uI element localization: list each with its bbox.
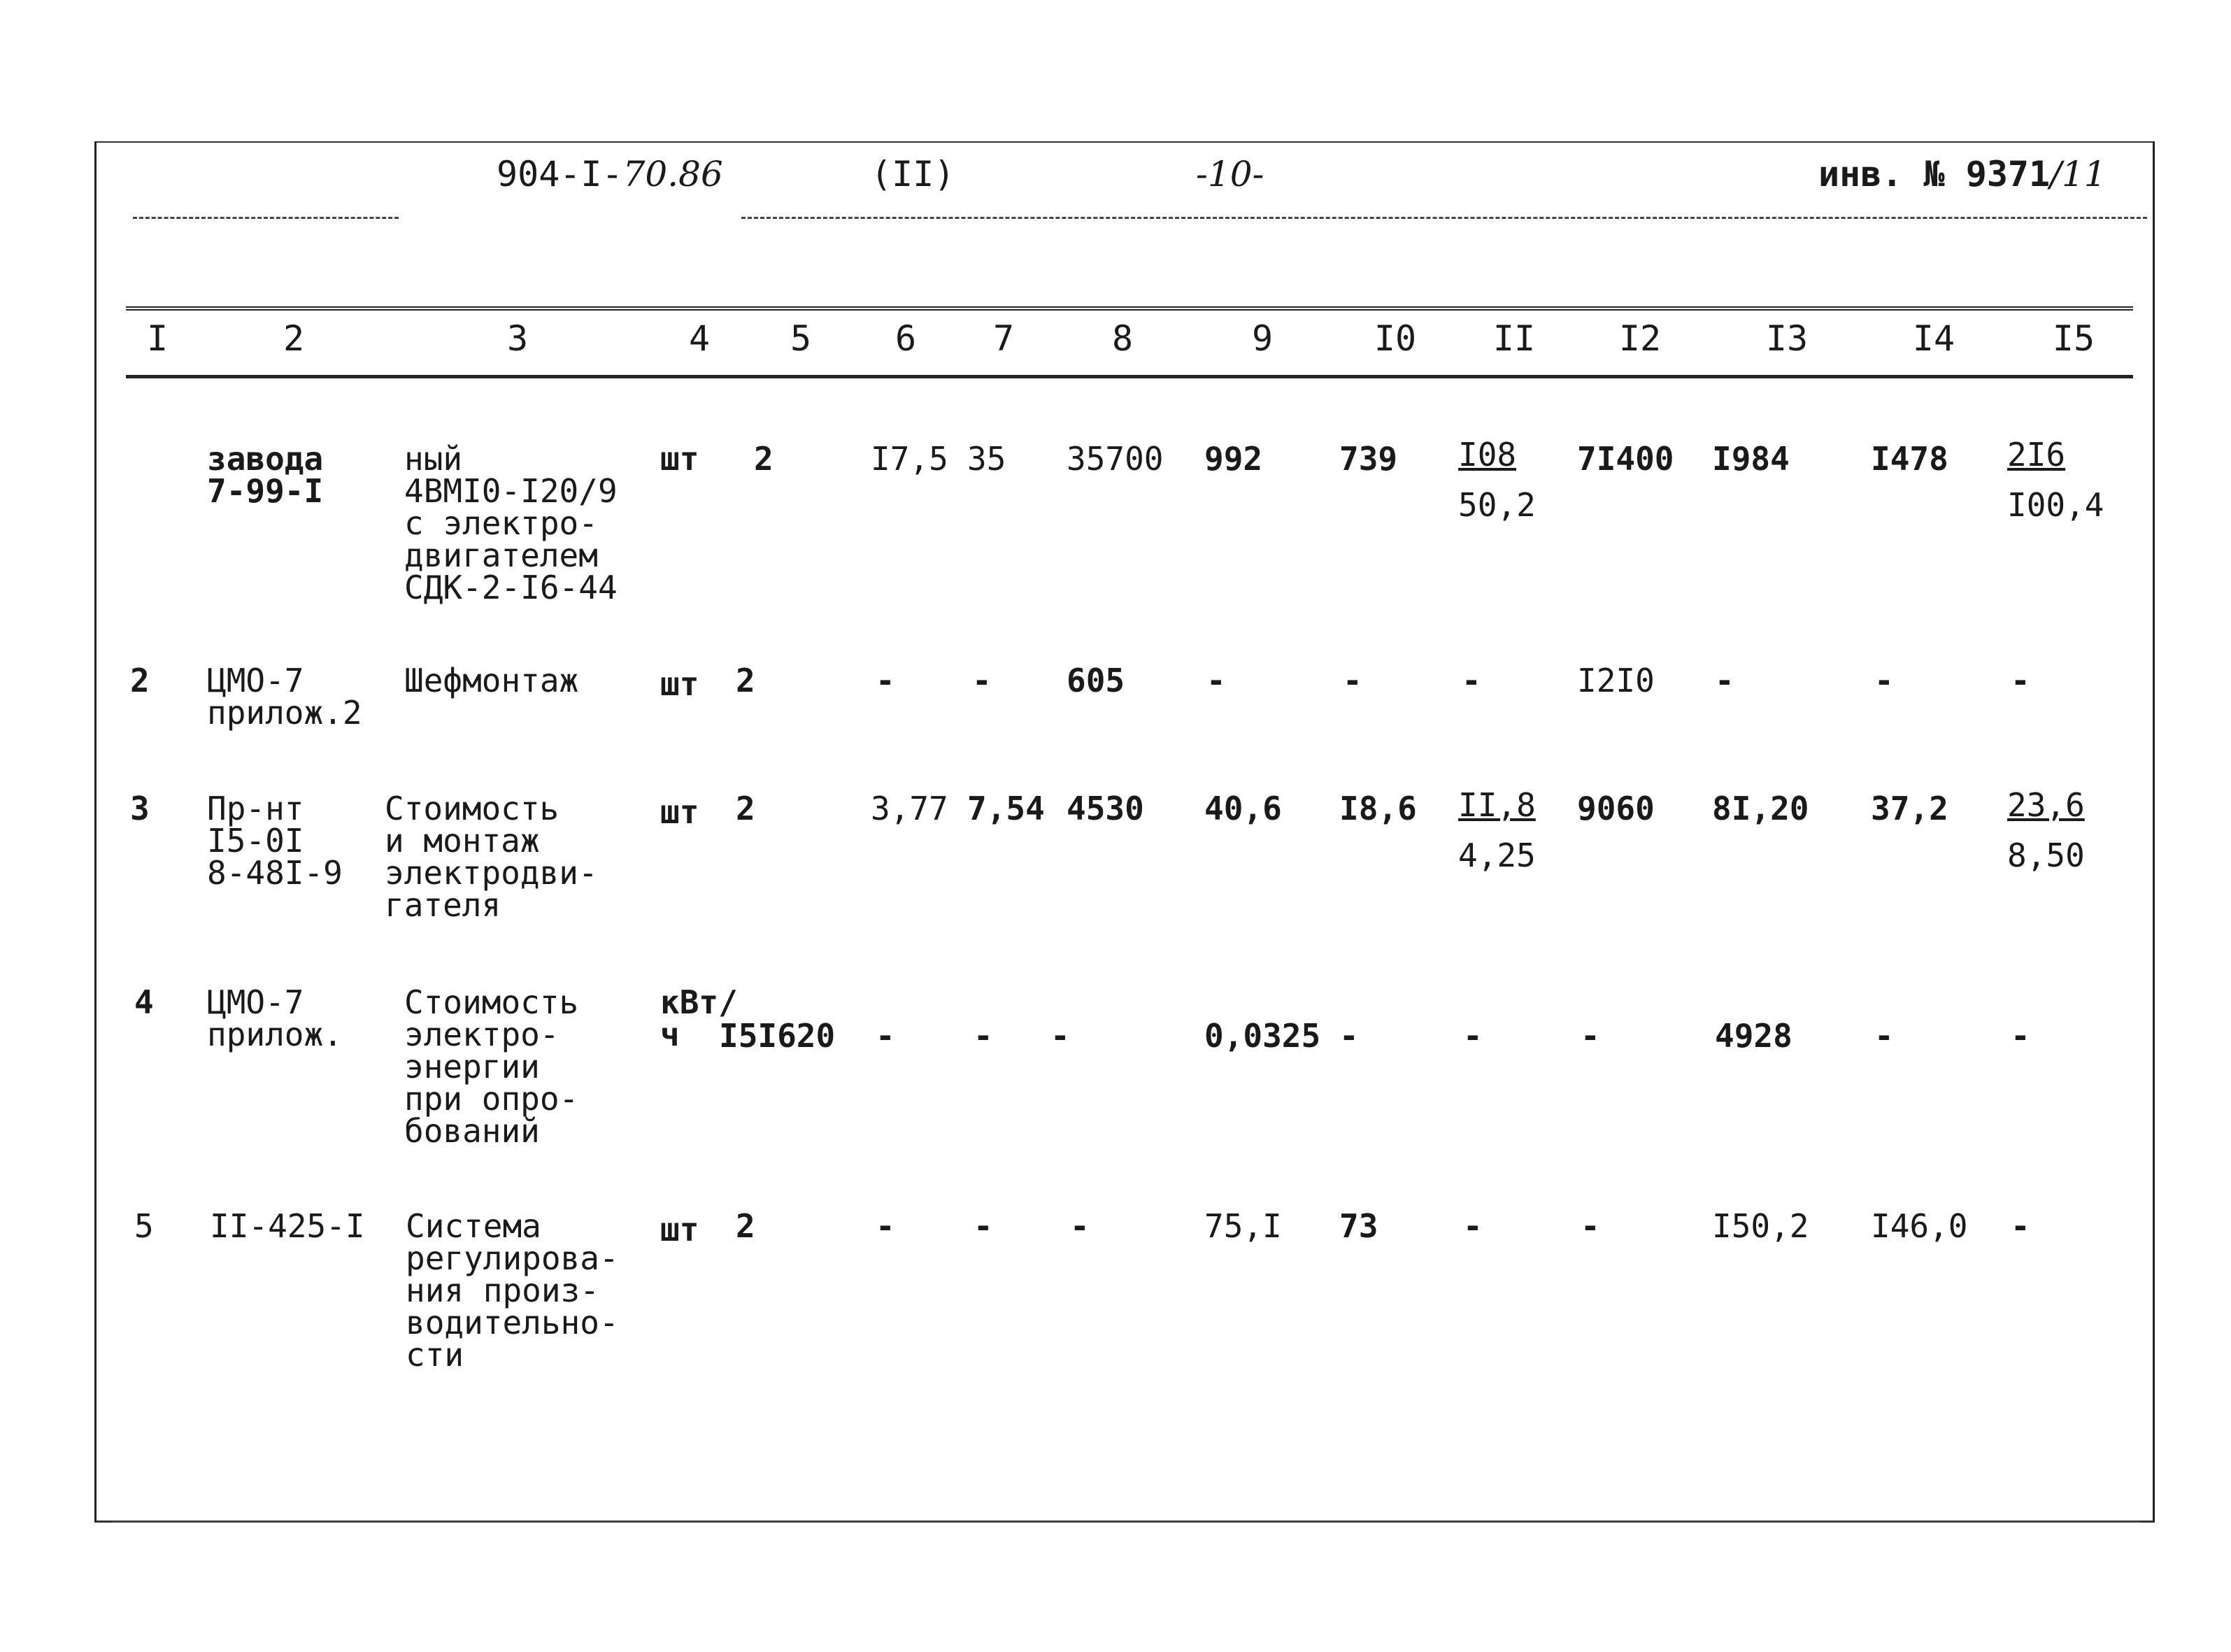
cell-col13: I984 (1712, 440, 1790, 478)
cell-col12: 9060 (1577, 790, 1655, 827)
fraction-numerator: 23,6 (2007, 786, 2085, 824)
cell-name: Система регулирова- ния произ- водительно- сти (406, 1207, 619, 1374)
cell-col6: - (876, 662, 895, 699)
cell-qty: I5I620 (719, 1017, 836, 1055)
cell-col9: 40,6 (1204, 790, 1282, 827)
document-code (497, 154, 723, 194)
cell-unit: шт (660, 665, 699, 703)
cell-col10: - (1343, 662, 1362, 699)
cell-col7: - (974, 1207, 993, 1245)
cell-col7: - (974, 1017, 993, 1055)
cell-number: 5 (134, 1207, 154, 1245)
column-number: 8 (1111, 318, 1134, 359)
cell-col15-fraction (2007, 780, 2085, 881)
cell-qty: 2 (736, 790, 755, 827)
cell-number: 3 (130, 790, 150, 827)
cell-col7: 35 (967, 440, 1006, 478)
inventory-number (1818, 154, 2107, 194)
cell-code: II-425-I (210, 1207, 365, 1245)
cell-col13: 8I,20 (1712, 790, 1809, 827)
inventory-number-printed: инв. № 9371 (1818, 154, 2051, 194)
fraction-numerator: II,8 (1458, 786, 1536, 824)
cell-col12: 7I400 (1577, 440, 1674, 478)
column-number: 7 (992, 318, 1015, 359)
cell-col10: - (1339, 1017, 1359, 1055)
cell-col13: - (1715, 662, 1734, 699)
cell-col9: 992 (1204, 440, 1263, 478)
cell-col15: - (2011, 1207, 2030, 1245)
column-number: I5 (2052, 318, 2095, 359)
cell-col13: I50,2 (1712, 1207, 1809, 1245)
cell-number: 2 (130, 662, 150, 699)
cell-col6: - (876, 1017, 895, 1055)
cell-col10: 73 (1339, 1207, 1378, 1245)
column-number: 9 (1251, 318, 1274, 359)
cell-col8: - (1070, 1207, 1090, 1245)
inventory-number-handwritten: /11 (2050, 154, 2107, 194)
cell-col12: - (1581, 1017, 1600, 1055)
cell-name: Шефмонтаж (404, 662, 579, 699)
cell-code: ЦМО-7 прилож.2 (207, 662, 362, 732)
cell-code: Пр-нт I5-0I 8-48I-9 (207, 790, 343, 892)
cell-col11: - (1463, 1207, 1483, 1245)
cell-col15: - (2011, 662, 2030, 699)
cell-col14: 37,2 (1871, 790, 1948, 827)
cell-col10: I8,6 (1339, 790, 1417, 827)
fraction-denominator: 50,2 (1458, 486, 1536, 524)
column-number: I2 (1618, 318, 1662, 359)
cell-col14: - (1874, 662, 1894, 699)
cell-name: Стоимость и монтаж электродви- гателя (385, 790, 598, 924)
page-number: -10- (1196, 154, 1264, 194)
cell-col8: 605 (1067, 662, 1125, 699)
cell-name: Стоимость электро- энергии при опро- бований (404, 983, 579, 1150)
part-number: (II) (871, 154, 955, 194)
header-divider-left (133, 217, 399, 219)
cell-col13: 4928 (1715, 1017, 1792, 1055)
document-code-printed: 904-I- (497, 154, 623, 194)
cell-name: ный 4ВМI0-I20/9 с электро- двигателем СДК-2-I6-44 (404, 440, 618, 606)
page-bottom-rule (112, 1521, 2140, 1523)
cell-col10: 739 (1339, 440, 1398, 478)
cell-col15-fraction (2007, 429, 2104, 530)
cell-col11: - (1463, 1017, 1483, 1055)
cell-unit: шт (660, 1211, 699, 1248)
cell-code: ЦМО-7 прилож. (207, 983, 343, 1053)
cell-code: завода 7-99-I (207, 440, 324, 510)
header-divider-right (741, 217, 2147, 219)
cell-col9: 0,0325 (1204, 1017, 1321, 1055)
column-number: 4 (688, 318, 711, 359)
fraction-denominator: I00,4 (2007, 486, 2104, 524)
cell-qty: 2 (736, 1207, 755, 1245)
cell-col12: - (1581, 1207, 1600, 1245)
cell-qty: 2 (736, 662, 755, 699)
document-code-handwritten: 70.86 (622, 154, 723, 194)
column-number: 6 (894, 318, 917, 359)
cell-col15: - (2011, 1017, 2030, 1055)
column-number: I4 (1912, 318, 1955, 359)
cell-unit: шт (660, 793, 699, 831)
column-number: 5 (790, 318, 812, 359)
cell-col14: I478 (1871, 440, 1948, 478)
cell-col8: 4530 (1067, 790, 1144, 827)
cell-unit: шт (660, 440, 699, 478)
cell-col9: 75,I (1204, 1207, 1282, 1245)
cell-number: 4 (134, 983, 154, 1021)
column-number: II (1492, 318, 1536, 359)
column-number: I3 (1765, 318, 1809, 359)
cell-col11-fraction (1458, 429, 1536, 530)
cell-col9: - (1206, 662, 1226, 699)
column-number: 3 (506, 318, 529, 359)
column-number: I (146, 318, 169, 359)
cell-col6: I7,5 (871, 440, 948, 478)
column-header-top-rule (126, 306, 2133, 311)
cell-col6: 3,77 (871, 790, 948, 827)
cell-col7: - (972, 662, 992, 699)
column-number: 2 (283, 318, 305, 359)
fraction-numerator: 2I6 (2007, 436, 2066, 473)
column-header-bottom-rule (126, 375, 2133, 378)
fraction-denominator: 4,25 (1458, 836, 1536, 874)
cell-col6: - (876, 1207, 895, 1245)
fraction-numerator: I08 (1458, 436, 1517, 473)
cell-col12: I2I0 (1577, 662, 1655, 699)
cell-col14: I46,0 (1871, 1207, 1968, 1245)
cell-qty: 2 (754, 440, 774, 478)
cell-col8: 35700 (1067, 440, 1164, 478)
cell-unit: кВт/ ч (660, 983, 738, 1053)
cell-col11-fraction (1458, 780, 1536, 881)
cell-col8: - (1050, 1017, 1070, 1055)
cell-col11: - (1462, 662, 1481, 699)
cell-col7: 7,54 (967, 790, 1045, 827)
cell-col14: - (1874, 1017, 1894, 1055)
column-number: I0 (1374, 318, 1417, 359)
fraction-denominator: 8,50 (2007, 836, 2085, 874)
